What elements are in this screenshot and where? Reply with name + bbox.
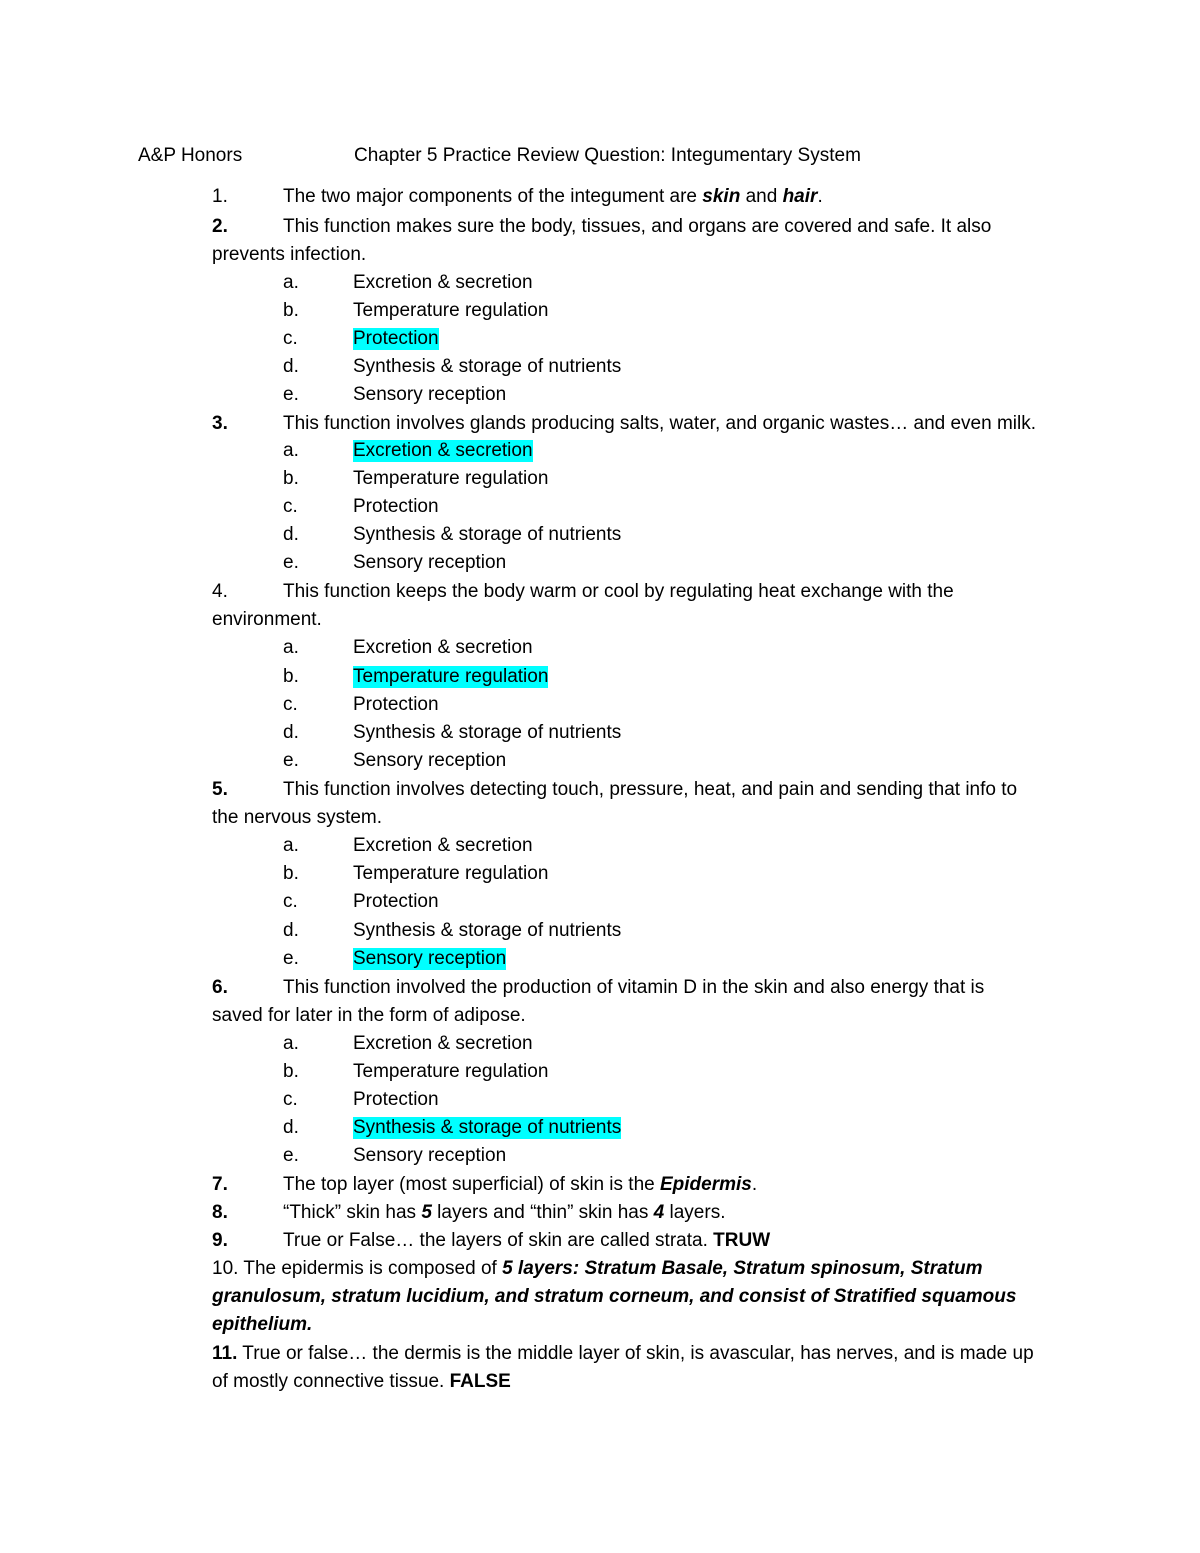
question-number: 2. [212,216,228,237]
question-10-answer-continued: granulosum, stratum lucidium, and stratum corneum, and consist of Stratified squamous [212,1286,1017,1307]
answer-term: hair [782,186,818,207]
question-number: 5. [212,779,228,800]
question-number: 6. [212,977,228,998]
question-10-answer-continued: epithelium. [212,1314,313,1335]
document-page: A&P Honors Chapter 5 Practice Review Question: Integumentary System 1. The two major components of the integument are skin and hair. 2. This function makes sure the body, tissues, and organs are covered and safe. It also prevents infection. a. Excretion & secretion b. Temperature regulation c. Protection d. Synthesis & storage of nutrients e. Sensory reception 3. This function involves glands producing salts, water, and organic wastes… and even milk. a. Excretion & secretion b. Temperature regulation c. Protection d. Synthesis & storage of nutrients e. Sensory reception 4. This function keeps the body warm or cool by regulating heat exchange with the environment. a. Excretion & secretion b. Temperature regulation c. Protection d. Synthesis & storage of nutrients e. Sensory reception 5. This function involves detecting touch, pressure, heat, and pain and sending that info to the nervous system. a. Excretion & secretion b. Temperature regulation c. Protection d. Synthesis & storage of nutrients e. Sensory reception 6. This function involved the production of vitamin D in the skin and also energy that is saved for later in the form of adipose. a. Excretion & secretion b. Temperature regulation c. Protection d. Synthesis & storage of nutrients e. Sensory reception 7. The top layer (most superficial) of skin is the Epidermis. 8. “Thick” skin has 5 layers and “thin” skin has 4 layers. 9. True or False… the layers of skin are called strata. TRUW 10. The epidermis is composed of 5 layers: Stratum Basale, Stratum spinosum, Stratum granulosum, stratum lucidium, and stratum corneum, and consist of Stratified squamous epithelium. 11. True or false… the dermis is the middle layer of skin, is avascular, has nerves, and is made up of mostly connective tissue. FALSE [138,145,1037,1392]
answer-term: TRUW [713,1230,771,1251]
question-text-continued: environment. [212,609,322,630]
question-text: This function keeps the body warm or cool by regulating heat exchange with the [283,581,954,602]
answer-term: skin [702,186,741,207]
question-text: “Thick” skin has 5 layers and “thin” skin has 4 layers. [283,1202,726,1223]
highlighted-answer: Excretion & secretion [353,440,533,461]
question-text: This function involves detecting touch, pressure, heat, and pain and sending that info to [283,779,1018,800]
question-10: 10. The epidermis is composed of 5 layers: Stratum Basale, Stratum spinosum, Stratum [212,1258,983,1279]
question-11: 11. True or false… the dermis is the middle layer of skin, is avascular, has nerves, and is made up [212,1343,1034,1364]
question-number: 3. [212,413,228,434]
highlighted-answer: Synthesis & storage of nutrients [353,1117,622,1138]
question-text: This function involves glands producing salts, water, and organic wastes… and even milk. [283,413,1037,434]
question-number: 4. [212,581,228,602]
answer-term: FALSE [449,1371,511,1392]
question-text: The two major components of the integument are skin and hair. [283,186,823,207]
answer-term: Epidermis [659,1174,752,1195]
answer-term: 5 layers: Stratum Basale, Stratum spinosum, Stratum [502,1258,983,1279]
question-number: 8. [212,1202,228,1223]
answer-term: 4 [653,1202,665,1223]
question-number: 1. [212,186,228,207]
highlighted-answer: Protection [353,328,439,349]
question-text: True or False… the layers of skin are called strata. TRUW [283,1230,771,1251]
course-name: A&P Honors [138,145,243,166]
question-text: The top layer (most superficial) of skin is the Epidermis. [283,1174,758,1195]
question-text: This function involved the production of vitamin D in the skin and also energy that is [283,977,985,998]
question-text-continued: prevents infection. [212,244,367,265]
highlighted-answer: Temperature regulation [353,666,549,687]
highlighted-answer: Sensory reception [353,948,507,969]
question-number: 11. [212,1343,238,1364]
question-text-continued: the nervous system. [212,807,383,828]
question-text-continued: saved for later in the form of adipose. [212,1005,526,1026]
answer-term: 5 [421,1202,432,1223]
question-number: 9. [212,1230,228,1251]
page-title: Chapter 5 Practice Review Question: Integumentary System [354,145,861,166]
question-11-continued: of mostly connective tissue. FALSE [212,1371,511,1392]
question-text: This function makes sure the body, tissues, and organs are covered and safe. It also [283,216,992,237]
question-number: 7. [212,1174,228,1195]
